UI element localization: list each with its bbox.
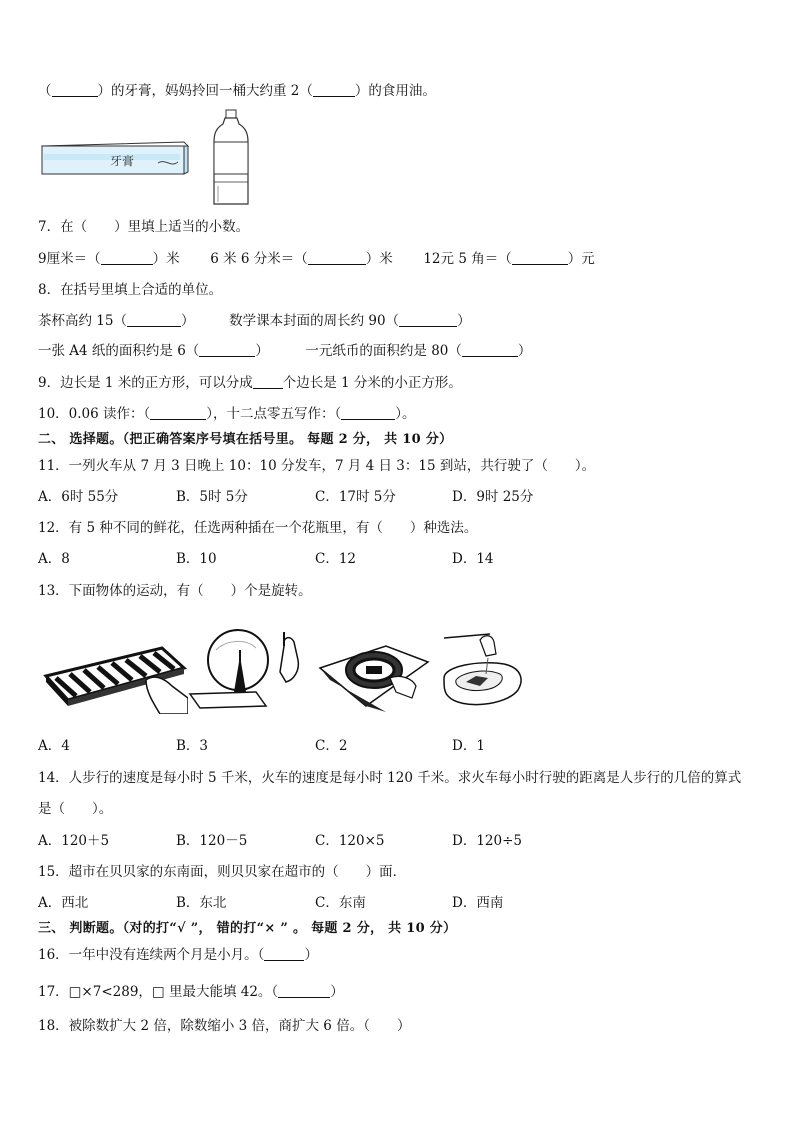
q17-text: 17．□×7<289，□ 里最大能填 42。（ ） <box>38 984 344 1000</box>
q14-option-a[interactable]: A．120＋5 <box>38 833 110 849</box>
q17-blank[interactable] <box>278 984 330 998</box>
toothpaste-image <box>38 138 190 178</box>
q7-blank-a[interactable] <box>101 251 153 265</box>
q14-option-c[interactable]: C．120×5 <box>315 833 385 849</box>
q11-option-b[interactable]: B．5时 5分 <box>176 489 248 505</box>
q13-option-c[interactable]: C．2 <box>315 738 348 754</box>
q11-option-a[interactable]: A．6时 55分 <box>38 489 119 505</box>
q11-stem: 11．一列火车从 7 月 3 日晚上 10：10 分发车，7 月 4 日 3：15 到站，共行驶了（ ）。 <box>38 458 596 474</box>
q6-text <box>38 82 436 100</box>
q10-blank-2[interactable] <box>341 406 395 420</box>
q6-paren-open: （ <box>38 83 52 99</box>
q13-option-b[interactable]: B．3 <box>176 738 209 754</box>
q15-option-a[interactable]: A．西北 <box>38 895 89 911</box>
abacus-image <box>42 640 188 714</box>
q15-stem: 15．超市在贝贝家的东南面，则贝贝家在超市的（ ）面． <box>38 864 407 880</box>
q13-option-d[interactable]: D．1 <box>452 738 485 754</box>
section-2-heading: 二、 选择题。（把正确答案序号填在括号里。 每题 2 分， 共 10 分） <box>38 432 453 447</box>
globe-image <box>186 620 310 714</box>
q12-option-b[interactable]: B．10 <box>176 551 217 567</box>
q8-blank-b[interactable] <box>399 313 457 327</box>
q8-blank-d[interactable] <box>462 343 518 357</box>
q6-end: ）的食用油。 <box>354 83 436 99</box>
faucet-image <box>440 630 526 712</box>
q6-middle: ）的牙膏，妈妈拎回一桶大约重 2（ <box>97 83 313 99</box>
q11-option-c[interactable]: C．17时 5分 <box>315 489 396 505</box>
q10-blank-1[interactable] <box>150 406 206 420</box>
q12-option-c[interactable]: C．12 <box>315 551 357 567</box>
q13-stem: 13．下面物体的运动，有（ ）个是旋转。 <box>38 583 312 599</box>
toothpaste-label: 牙膏 <box>110 154 135 168</box>
q12-option-d[interactable]: D．14 <box>452 551 494 567</box>
q18-text: 18．被除数扩大 2 倍，除数缩小 3 倍，商扩大 6 倍。（ ） <box>38 1018 411 1034</box>
q14-option-d[interactable]: D．120÷5 <box>452 833 522 849</box>
q9-blank[interactable] <box>253 375 283 389</box>
q15-option-d[interactable]: D．西南 <box>452 895 504 911</box>
q7-items: 9厘米＝（ ）米 6 米 6 分米＝（ ）米 12元 5 角＝（ ）元 <box>38 251 595 267</box>
section-3-heading: 三、 判断题。（对的打“√ ”， 错的打“× ” 。 每题 2 分， 共 10 分） <box>38 921 457 936</box>
steering-wheel-image <box>316 632 432 714</box>
q14-stem: 14．人步行的速度是每小时 5 千米，火车的速度是每小时 120 千米。求火车每小时行驶的距离是人步行的几倍的算式 <box>38 770 742 786</box>
q12-option-a[interactable]: A．8 <box>38 551 70 567</box>
q14-option-b[interactable]: B．120－5 <box>176 833 248 849</box>
q7-blank-c[interactable] <box>512 251 568 265</box>
q7-title: 7．在（ ）里填上适当的小数。 <box>38 219 250 235</box>
q16-blank[interactable] <box>264 947 304 961</box>
q8-title: 8．在括号里填上合适的单位。 <box>38 282 223 298</box>
q16-text: 16．一年中没有连续两个月是小月。（ ） <box>38 947 318 963</box>
q6-blank-2[interactable] <box>313 83 355 97</box>
q12-stem: 12．有 5 种不同的鲜花，任选两种插在一个花瓶里，有（ ）种选法。 <box>38 520 478 536</box>
q9-text: 9．边长是 1 米的正方形，可以分成 个边长是 1 分米的小正方形。 <box>38 375 462 391</box>
q13-option-a[interactable]: A．4 <box>38 738 70 754</box>
q7-blank-b[interactable] <box>308 251 366 265</box>
q6-blank-1[interactable] <box>52 83 98 97</box>
q15-option-b[interactable]: B．东北 <box>176 895 227 911</box>
q14-stem-cont: 是（ ）。 <box>38 801 113 817</box>
q11-option-d[interactable]: D．9时 25分 <box>452 489 534 505</box>
q10-text: 10．0.06 读作：（ ），十二点零五写作：（ ）。 <box>38 406 416 422</box>
q15-option-c[interactable]: C．东南 <box>315 895 366 911</box>
q8-blank-c[interactable] <box>199 343 255 357</box>
q8-row-1: 茶杯高约 15（ ） 数学课本封面的周长约 90（ ） <box>38 313 471 329</box>
q8-blank-a[interactable] <box>127 313 181 327</box>
oil-bottle-image <box>212 108 250 208</box>
q8-row-2: 一张 A4 纸的面积约是 6（ ） 一元纸币的面积约是 80（ ） <box>38 343 532 359</box>
